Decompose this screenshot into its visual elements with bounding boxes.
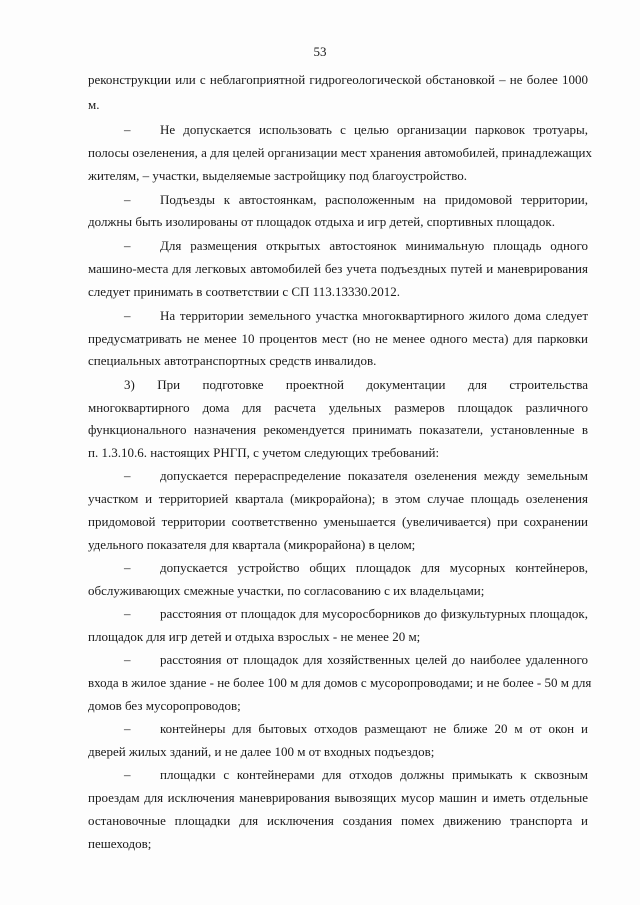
list-dash-3: – [124, 238, 131, 253]
text-line-8: Для размещения открытых автостоянок минимальную площадь одного [160, 238, 588, 253]
text-line-24: расстояния от площадок для мусоросборников до физкультурных площадок, [160, 606, 588, 621]
list-dash-7: – [124, 606, 131, 621]
page-number: 53 [313, 44, 327, 59]
text-line-28: домов без мусоропроводов; [88, 698, 241, 713]
list-dash-9: – [124, 721, 131, 736]
list-dash-10: – [124, 767, 131, 782]
text-line-9: машино-места для легковых автомобилей без учета подъездных путей и маневрирования [88, 261, 588, 276]
text-line-17: п. 1.3.10.6. настоящих РНГП, с учетом следующих требований: [88, 445, 440, 460]
text-line-19: участком и территорией квартала (микрорайона); в этом случае площадь озеленения [88, 491, 588, 506]
text-line-3: Не допускается использовать с целью организации парковок тротуары, [160, 122, 588, 137]
list-dash-6: – [124, 560, 131, 575]
text-line-15: многоквартирного дома для расчета удельных размеров площадок различного [88, 400, 588, 415]
text-line-12: предусматривать не менее 10 процентов мест (но не менее одного места) для парковки [88, 331, 588, 346]
text-line-21: удельного показателя для квартала (микрорайона) в целом; [88, 537, 416, 552]
list-dash-1: – [124, 122, 131, 137]
text-line-34: пешеходов; [88, 836, 152, 851]
text-line-31: площадки с контейнерами для отходов должны примыкать к сквозным [160, 767, 588, 782]
text-line-20: придомовой территории соответственно уменьшается (увеличивается) при сохранении [88, 514, 588, 529]
text-line-18: допускается перераспределение показателя озеленения между земельным [160, 468, 588, 483]
text-line-25: площадок для игр детей и отдыха взрослых - не менее 20 м; [88, 629, 421, 644]
text-line-7: должны быть изолированы от площадок отдыха и игр детей, спортивных площадок. [88, 214, 555, 229]
text-line-29: контейнеры для бытовых отходов размещают не ближе 20 м от окон и [160, 721, 588, 736]
text-line-33: остановочные площадки для исключения создания помех движению транспорта и [88, 813, 588, 828]
text-line-22: допускается устройство общих площадок для мусорных контейнеров, [160, 560, 588, 575]
text-line-2: м. [88, 97, 100, 112]
text-line-1: реконструкции или с неблагоприятной гидрогеологической обстановкой – не более 1000 [88, 72, 588, 87]
list-dash-8: – [124, 652, 131, 667]
text-line-11: На территории земельного участка многоквартирного жилого дома следует [160, 308, 588, 323]
text-line-5: жителям, – участки, выделяемые застройщику под благоустройство. [88, 168, 467, 183]
text-line-26: расстояния от площадок для хозяйственных целей до наиболее удаленного [160, 652, 588, 667]
text-line-16: функционального назначения рекомендуется принимать показатели, установленные в [88, 422, 588, 437]
text-line-13: специальных автотранспортных средств инвалидов. [88, 353, 377, 368]
list-dash-2: – [124, 192, 131, 207]
text-line-14: 3) При подготовке проектной документации для строительства [124, 377, 588, 392]
text-line-6: Подъезды к автостоянкам, расположенным на придомовой территории, [160, 192, 588, 207]
list-dash-5: – [124, 468, 131, 483]
list-dash-4: – [124, 308, 131, 323]
text-line-4: полосы озеленения, а для целей организации мест хранения автомобилей, принадлежащих [88, 145, 592, 160]
text-line-27: входа в жилое здание - не более 100 м для домов с мусоропроводами; и не более - 50 м для [88, 675, 592, 690]
text-line-32: проездам для исключения маневрирования вывозящих мусор машин и иметь отдельные [88, 790, 588, 805]
text-line-10: следует принимать в соответствии с СП 113.13330.2012. [88, 284, 400, 299]
text-line-23: обслуживающих смежные участки, по согласованию с их владельцами; [88, 583, 485, 598]
text-line-30: дверей жилых зданий, и не далее 100 м от входных подъездов; [88, 744, 435, 759]
